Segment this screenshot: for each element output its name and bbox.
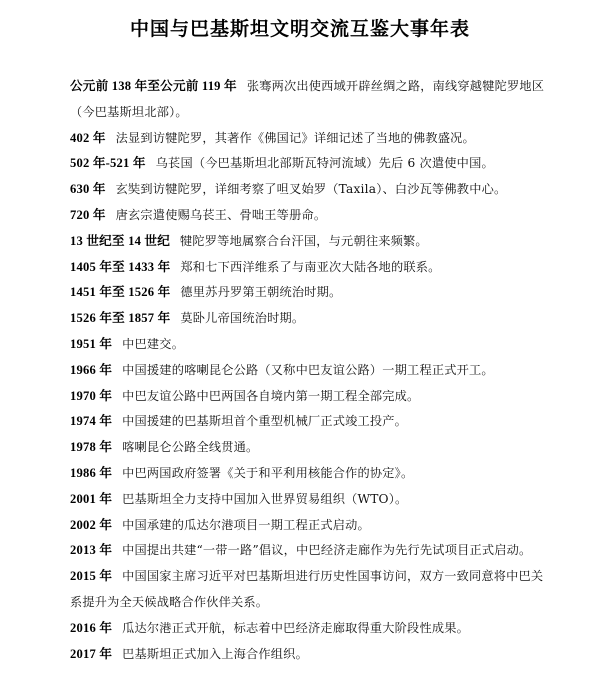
timeline-entry — [70, 616, 548, 642]
entry-text: 德里苏丹罗第王朝统治时期。 — [180, 285, 342, 300]
page-title: 中国与巴基斯坦文明交流互鉴大事年表 — [129, 18, 470, 40]
timeline-entry — [70, 280, 548, 306]
entry-date: 2013 年 — [70, 543, 113, 558]
entry-date: 1451 年至 1526 年 — [70, 285, 171, 300]
entry-text: 中国提出共建“一带一路”倡议，中巴经济走廊作为先行先试项目正式启动。 — [122, 543, 532, 558]
entry-text: 中巴友谊公路中巴两国各自境内第一期工程全部完成。 — [122, 388, 420, 403]
timeline-entry — [70, 332, 548, 358]
entry-text: 唐玄宗遣使赐乌苌王、骨咄王等册命。 — [115, 207, 327, 222]
entry-text: 莫卧儿帝国统治时期。 — [180, 311, 305, 326]
timeline-entry — [70, 461, 548, 487]
entry-date: 2002 年 — [70, 517, 113, 532]
entry-date: 2001 年 — [70, 491, 113, 506]
timeline-entry — [70, 229, 548, 255]
timeline-entry — [70, 409, 548, 435]
entry-text: 中巴建交。 — [122, 336, 185, 351]
entry-text: 玄奘到访犍陀罗，详细考察了呾叉始罗（Taxila）、白沙瓦等佛教中心。 — [115, 182, 507, 197]
entry-date: 630 年 — [70, 182, 106, 197]
timeline-entry — [70, 151, 548, 177]
timeline-entry — [70, 203, 548, 229]
entry-date: 2015 年 — [70, 569, 113, 584]
entry-date: 720 年 — [70, 207, 106, 222]
entry-date: 2016 年 — [70, 620, 113, 635]
entry-text: 喀喇昆仑公路全线贯通。 — [122, 440, 259, 455]
timeline-entry — [70, 177, 548, 203]
entry-text: 中国承建的瓜达尔港项目一期工程正式启动。 — [122, 517, 370, 532]
timeline-entry — [70, 538, 548, 564]
entry-text: 巴基斯坦正式加入上海合作组织。 — [122, 646, 308, 661]
entry-text: 乌苌国（今巴基斯坦北部斯瓦特河流域）先后 6 次遣使中国。 — [155, 156, 494, 171]
entry-date: 1526 年至 1857 年 — [70, 311, 171, 326]
timeline-entry — [70, 306, 548, 332]
timeline-list — [70, 74, 548, 667]
entry-text: 郑和七下西洋维系了与南亚次大陆各地的联系。 — [180, 259, 441, 274]
timeline-entry — [70, 564, 548, 616]
entry-date: 1966 年 — [70, 362, 113, 377]
timeline-entry — [70, 126, 548, 152]
entry-text: 中国援建的巴基斯坦首个重型机械厂正式竣工投产。 — [122, 414, 408, 429]
timeline-entry — [70, 74, 548, 126]
timeline-entry — [70, 435, 548, 461]
entry-date: 1951 年 — [70, 336, 113, 351]
entry-text: 中巴两国政府签署《关于和平利用核能合作的协定》。 — [122, 465, 414, 480]
entry-date: 402 年 — [70, 130, 106, 145]
timeline-entry — [70, 255, 548, 281]
entry-date: 13 世纪至 14 世纪 — [70, 233, 171, 248]
entry-text: 中国国家主席习近平对巴基斯坦进行历史性国事访问，双方一致同意将中巴关系提升为全天候战略合作伙伴关系。 — [70, 569, 544, 609]
entry-date: 502 年-521 年 — [70, 156, 146, 171]
entry-date: 1970 年 — [70, 388, 113, 403]
timeline-entry — [70, 358, 548, 384]
timeline-entry — [70, 642, 548, 668]
timeline-entry — [70, 384, 548, 410]
entry-text: 瓜达尔港正式开航，标志着中巴经济走廊取得重大阶段性成果。 — [122, 620, 469, 635]
entry-date: 公元前 138 年至公元前 119 年 — [70, 79, 237, 93]
entry-date: 1978 年 — [70, 440, 113, 455]
entry-date: 2017 年 — [70, 646, 113, 661]
entry-date: 1986 年 — [70, 465, 113, 480]
entry-date: 1405 年至 1433 年 — [70, 259, 171, 274]
timeline-entry — [70, 513, 548, 539]
timeline-entry — [70, 487, 548, 513]
entry-text: 法显到访犍陀罗，其著作《佛国记》详细记述了当地的佛教盛况。 — [115, 130, 475, 145]
entry-text: 犍陀罗等地属察合台汗国，与元朝往来频繁。 — [180, 233, 428, 248]
entry-text: 张骞两次出使西域开辟丝绸之路，南线穿越犍陀罗地区（今巴基斯坦北部）。 — [70, 79, 545, 119]
entry-text: 巴基斯坦全力支持中国加入世界贸易组织（WTO）。 — [122, 491, 408, 506]
entry-text: 中国援建的喀喇昆仑公路（又称中巴友谊公路）一期工程正式开工。 — [122, 362, 494, 377]
entry-date: 1974 年 — [70, 414, 113, 429]
